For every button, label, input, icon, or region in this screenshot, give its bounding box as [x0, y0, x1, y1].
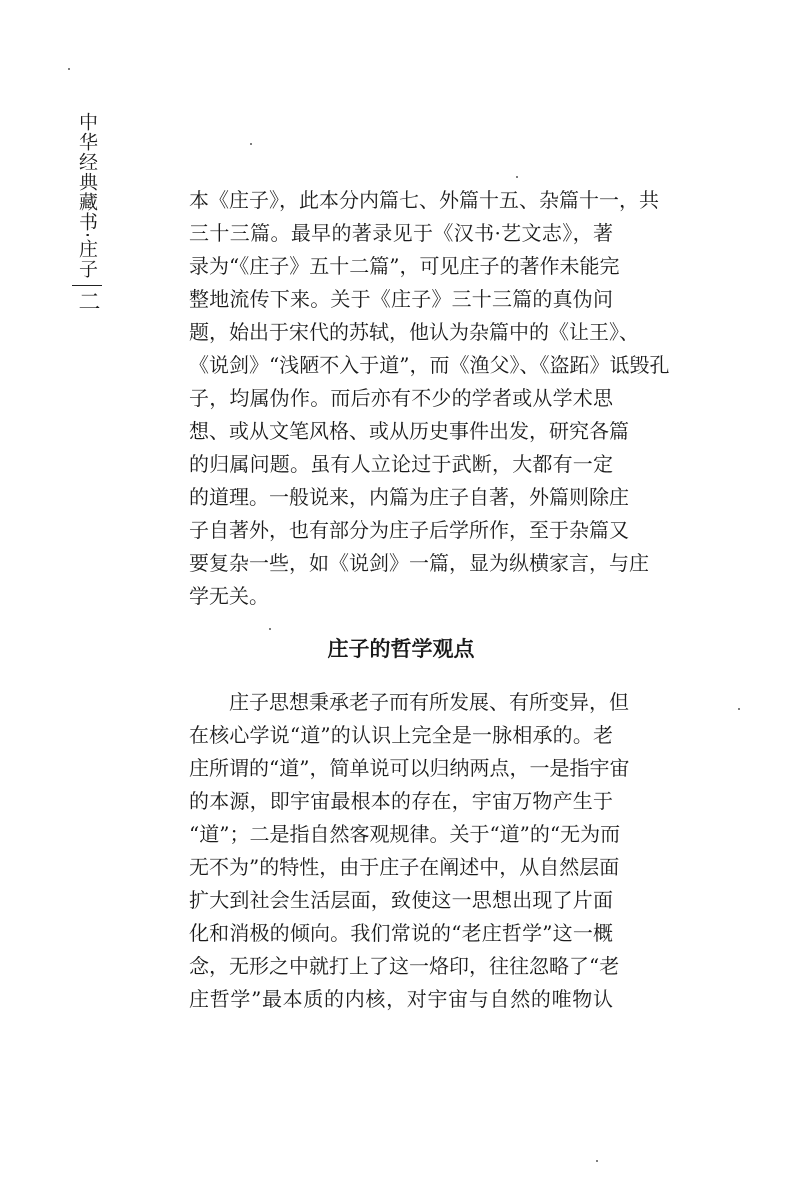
- text-line: 扩大到社会生活层面，致使这一思想出现了片面: [189, 888, 613, 912]
- text-line: 本《庄子》，此本分内篇七、外篇十五、杂篇十一，共: [189, 188, 659, 212]
- text-line: 庄所谓的“道”，简单说可以归纳两点，一是指宇宙: [189, 756, 630, 780]
- head-separator: ·: [76, 232, 98, 240]
- series-title: 中华经典藏书: [76, 112, 98, 232]
- text-line: 题，始出于宋代的苏轼，他认为杂篇中的《让王》、: [189, 320, 639, 344]
- paragraph: [189, 686, 630, 1016]
- scan-speck: [269, 628, 271, 630]
- text-line: 《说剑》“浅陋不入于道”，而《渔父》、《盗跖》诋毁孔: [189, 353, 670, 377]
- text-line: 要复杂一些，如《说剑》一篇，显为纵横家言，与庄: [189, 551, 649, 575]
- text-line: 庄子思想秉承老子而有所发展、有所变异，但: [229, 690, 629, 714]
- text-line: 化和消极的倾向。我们常说的“老庄哲学”这一概: [189, 921, 613, 945]
- paragraph: [189, 184, 670, 613]
- head-rule: [72, 285, 102, 286]
- scan-speck: [68, 68, 70, 70]
- text-line: 子，均属伪作。而后亦有不少的学者或从学术思: [189, 386, 613, 410]
- text-line: 念，无形之中就打上了这一烙印，往往忽略了“老: [189, 954, 620, 978]
- scan-speck: [596, 1160, 598, 1162]
- text-line: 子自著外，也有部分为庄子后学所作，至于杂篇又: [189, 518, 629, 542]
- text-line: 的道理。一般说来，内篇为庄子自著，外篇则除庄: [189, 485, 629, 509]
- text-line: 录为“《庄子》五十二篇”，可见庄子的著作未能完: [189, 254, 620, 278]
- text-line: 庄哲学”最本质的内核，对宇宙与自然的唯物认: [189, 987, 613, 1011]
- section-heading: 庄子的哲学观点: [327, 637, 475, 661]
- main-text: [189, 184, 670, 1016]
- text-line: 无不为”的特性，由于庄子在阐述中，从自然层面: [189, 855, 620, 879]
- text-line: 的本源，即宇宙最根本的存在，宇宙万物产生于: [189, 789, 613, 813]
- scan-speck: [738, 708, 740, 710]
- running-head: [72, 112, 102, 312]
- book-title: 庄子: [76, 239, 98, 280]
- scan-speck: [250, 143, 252, 145]
- text-line: “道”；二是指自然客观规律。关于“道”的“无为而: [189, 822, 621, 846]
- text-line: 在核心学说“道”的认识上完全是一脉相承的。老: [189, 723, 613, 747]
- scan-speck: [516, 176, 518, 178]
- text-line: 想、或从文笔风格、或从历史事件出发，研究各篇: [189, 419, 629, 443]
- page-number: 二: [75, 290, 100, 313]
- text-line: 整地流传下来。关于《庄子》三十三篇的真伪问: [189, 287, 613, 311]
- text-line: 三十三篇。最早的著录见于《汉书·艺文志》，著: [189, 221, 613, 245]
- text-line: 学无关。: [189, 584, 269, 608]
- text-line: 的归属问题。虽有人立论过于武断，大都有一定: [189, 452, 613, 476]
